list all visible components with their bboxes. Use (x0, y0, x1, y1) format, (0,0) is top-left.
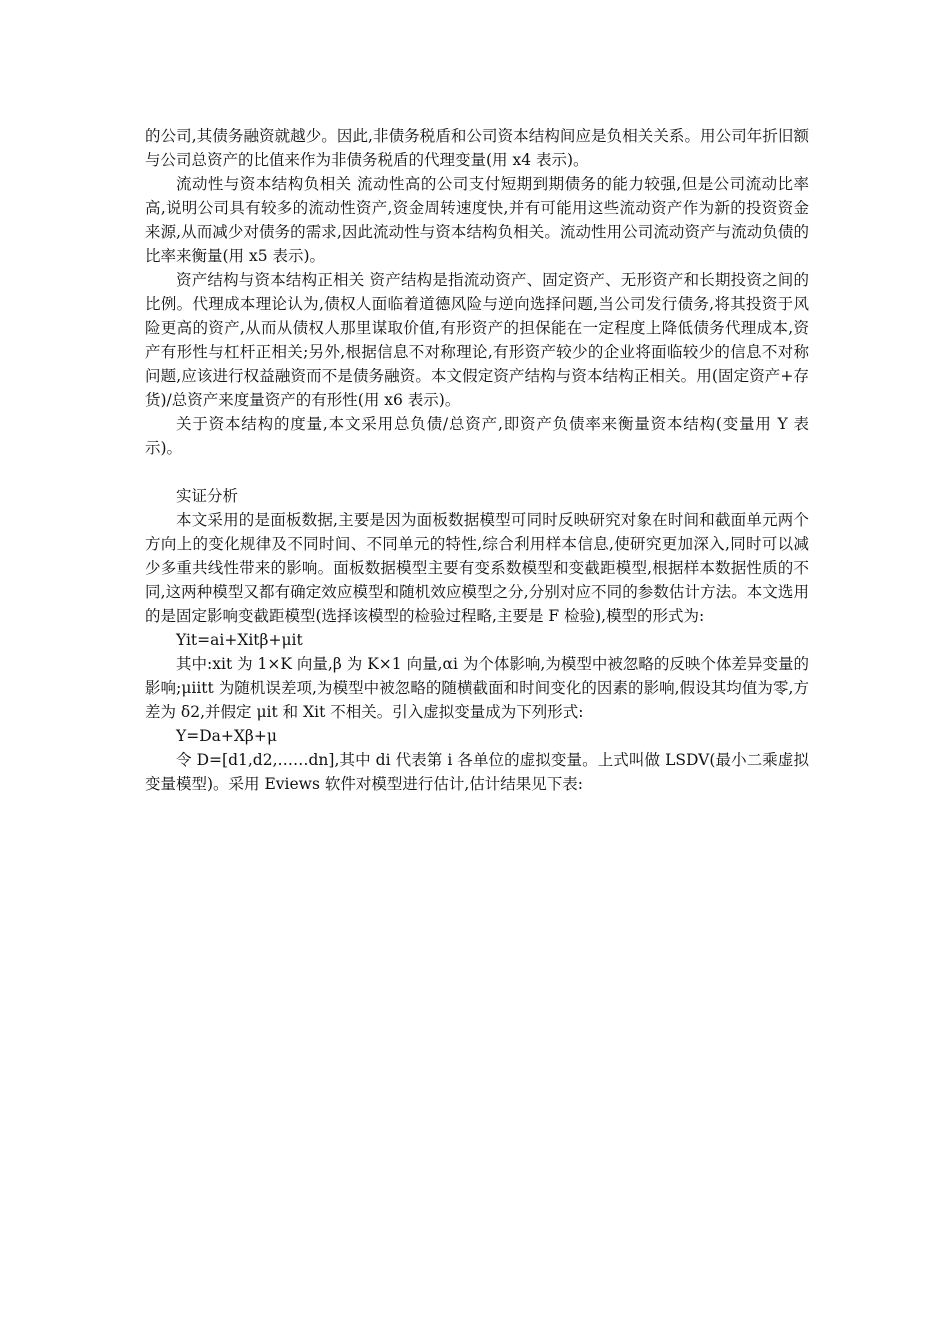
formula-lsdv-model: Y=Da+Xβ+μ (176, 727, 277, 745)
paragraph-asset-structure: 资产结构与资本结构正相关 资产结构是指流动资产、固定资产、无形资产和长期投资之间的比例。代理成本理论认为,债权人面临着道德风险与逆向选择问题,当公司发行债务,将其投资于风险更高的资产,从而从债权人那里谋取价值,有形资产的担保能在一定程度上降低债务代理成本,资产有形性与杠杆正相关;另外,根据信息不对称理论,有形资产较少的企业将面临较少的信息不对称问题,应该进行权益融资而不是债务融资。本文假定资产结构与资本结构正相关。用(固定资产+存货)/总资产来度量资产的有形性(用 x6 表示)。 (145, 271, 809, 409)
paragraph-capital-structure-measure: 关于资本结构的度量,本文采用总负债/总资产,即资产负债率来衡量资本结构(变量用 Y 表示)。 (145, 415, 809, 457)
blank-line (145, 460, 809, 484)
document-body (145, 124, 809, 796)
section-heading-empirical-analysis: 实证分析 (176, 487, 239, 505)
formula-fixed-effects-model: Yit=ai+Xitβ+μit (176, 631, 303, 649)
paragraph-non-debt-tax-shield: 的公司,其债务融资就越少。因此,非债务税盾和公司资本结构间应是负相关关系。用公司年折旧额与公司总资产的比值来作为非债务税盾的代理变量(用 x4 表示)。 (145, 127, 809, 169)
paragraph-model-explanation: 其中:xit 为 1×K 向量,β 为 K×1 向量,αi 为个体影响,为模型中被忽略的反映个体差异变量的影响;μiitt 为随机误差项,为模型中被忽略的随横截面和时间变化的因素的影响,假设其均值为零,方差为 δ2,并假定 μit 和 Xit 不相关。引入虚拟变量成为下列形式: (145, 655, 809, 721)
paragraph-liquidity: 流动性与资本结构负相关 流动性高的公司支付短期到期债务的能力较强,但是公司流动比率高,说明公司具有较多的流动性资产,资金周转速度快,并有可能用这些流动资产作为新的投资资金来源,从而减少对债务的需求,因此流动性与资本结构负相关。流动性用公司流动资产与流动负债的比率来衡量(用 x5 表示)。 (145, 175, 809, 265)
paragraph-lsdv-estimation: 令 D=[d1,d2,……dn],其中 di 代表第 i 各单位的虚拟变量。上式叫做 LSDV(最小二乘虚拟变量模型)。采用 Eviews 软件对模型进行估计,估计结果见下表: (145, 751, 809, 793)
paragraph-panel-data: 本文采用的是面板数据,主要是因为面板数据模型可同时反映研究对象在时间和截面单元两个方向上的变化规律及不同时间、不同单元的特性,综合利用样本信息,使研究更加深入,同时可以减少多重共线性带来的影响。面板数据模型主要有变系数模型和变截距模型,根据样本数据性质的不同,这两种模型又都有确定效应模型和随机效应模型之分,分别对应不同的参数估计方法。本文选用的是固定影响变截距模型(选择该模型的检验过程略,主要是 F 检验),模型的形式为: (145, 511, 809, 625)
